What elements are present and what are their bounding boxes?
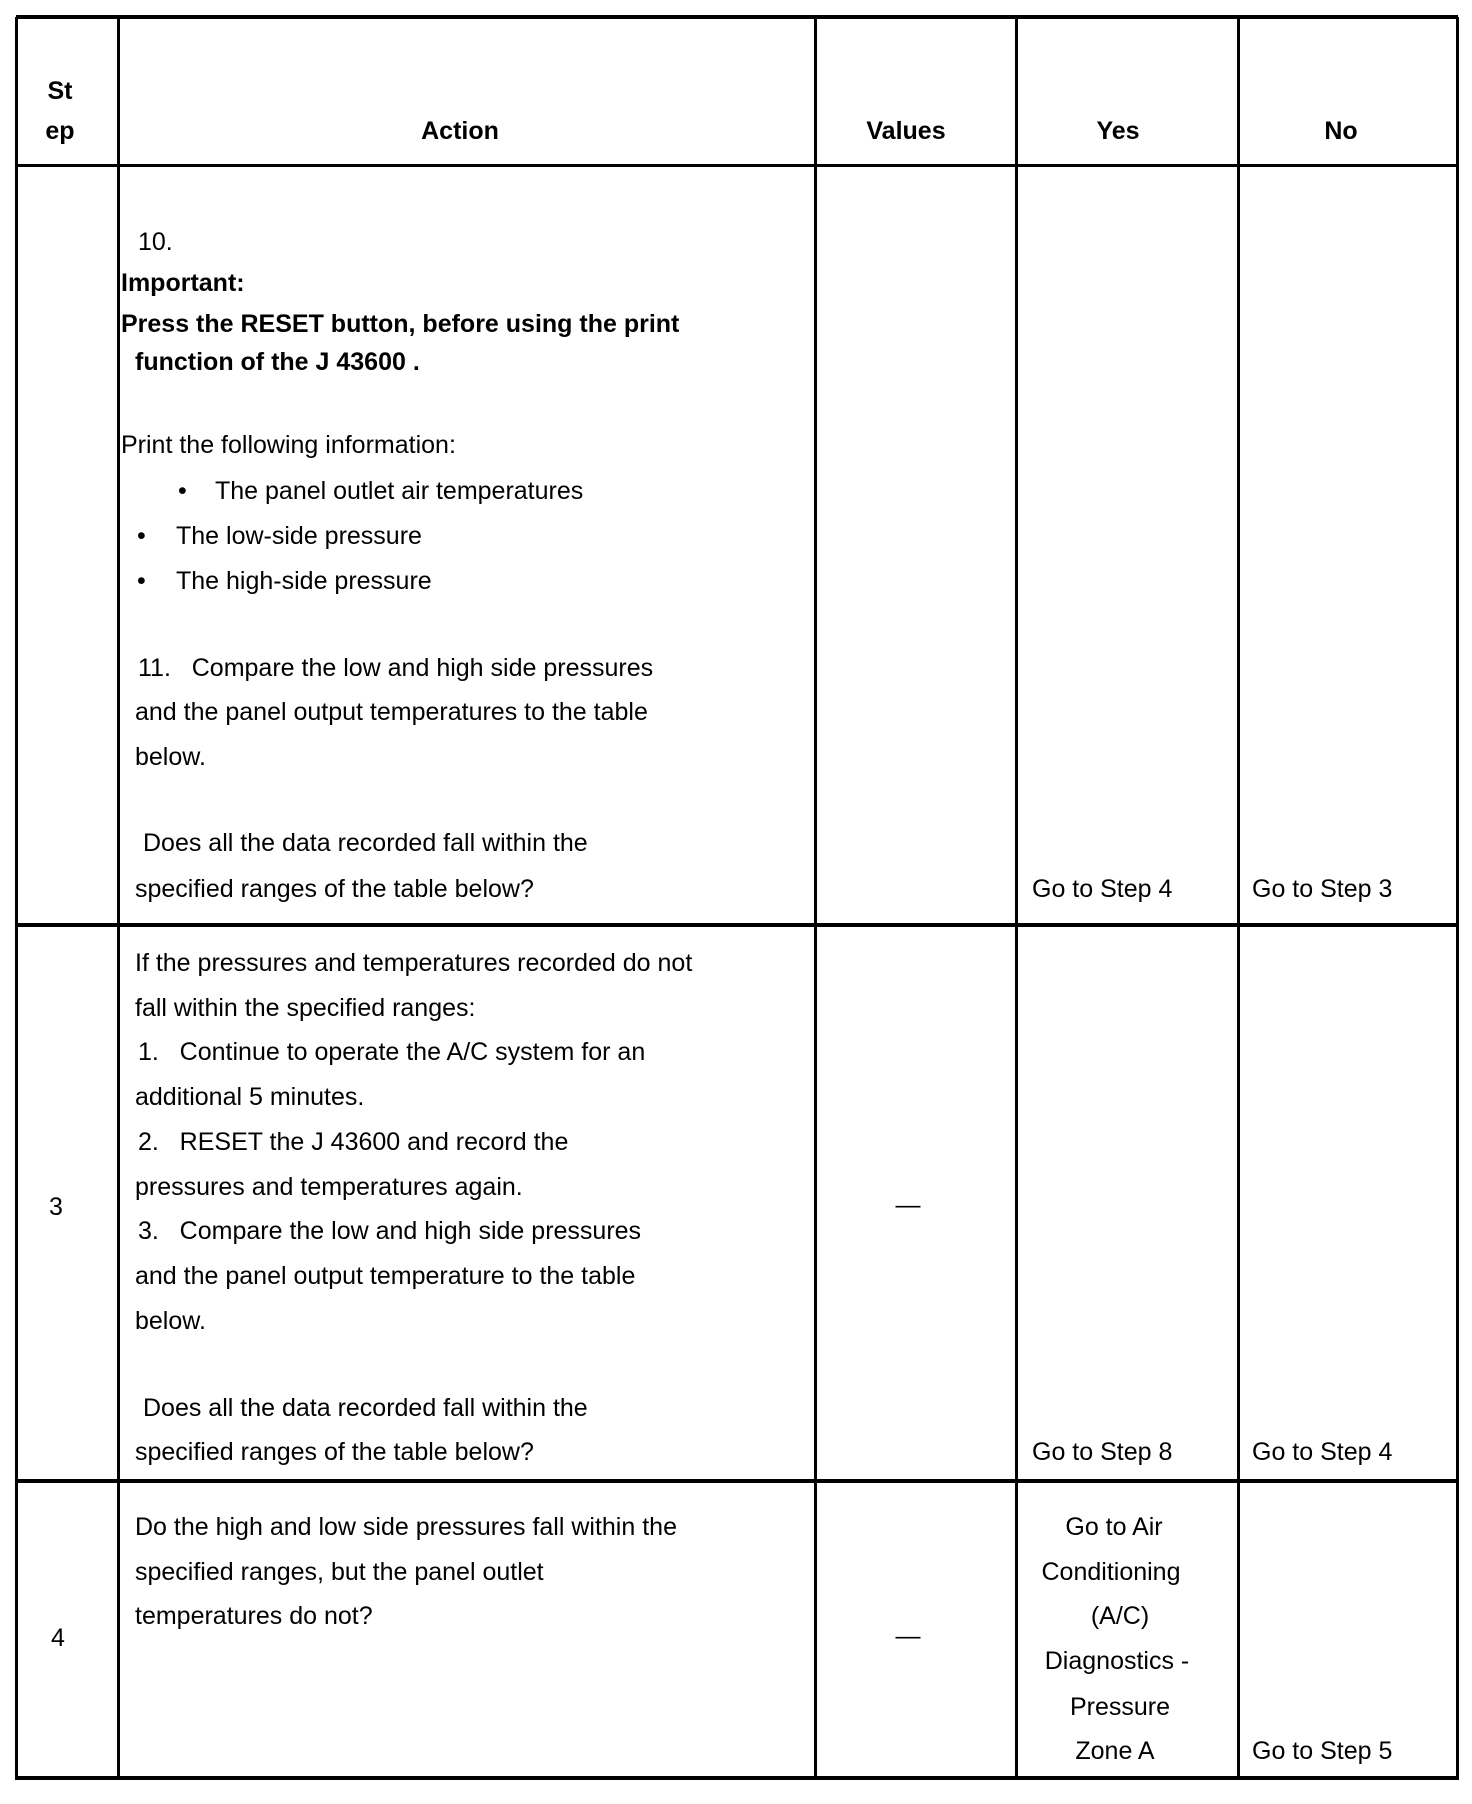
action-text: 2. RESET the J 43600 and record the <box>138 1128 569 1156</box>
bullet-icon: • <box>137 522 146 550</box>
bullet-icon: • <box>137 567 146 595</box>
action-text: and the panel output temperatures to the table <box>135 698 648 726</box>
important-text: function of the J 43600 . <box>135 348 420 376</box>
row-divider <box>16 1479 1458 1483</box>
question-text: specified ranges of the table below? <box>135 875 534 903</box>
header-divider <box>16 164 1458 167</box>
action-text: pressures and temperatures again. <box>135 1173 523 1201</box>
bullet-item: The low-side pressure <box>176 522 422 550</box>
no-link[interactable]: Go to Step 5 <box>1252 1737 1393 1765</box>
yes-link-line: Go to Air <box>1065 1513 1163 1541</box>
header-no: No <box>1324 117 1358 145</box>
yes-link-line: Pressure <box>1069 1693 1171 1721</box>
yes-link[interactable]: Go to Step 8 <box>1032 1438 1173 1466</box>
bullet-item: The panel outlet air temperatures <box>215 477 584 505</box>
action-text: and the panel output temperature to the table <box>135 1262 636 1290</box>
yes-link-line: (A/C) <box>1090 1602 1150 1630</box>
no-link[interactable]: Go to Step 3 <box>1252 875 1393 903</box>
action-text: below. <box>135 1307 206 1335</box>
action-text: 11. Compare the low and high side pressures <box>138 654 654 682</box>
question-text: Does all the data recorded fall within the <box>143 829 588 857</box>
yes-link-line: Diagnostics - <box>1044 1647 1190 1675</box>
yes-link-line: Zone A <box>1075 1737 1155 1765</box>
column-divider <box>15 17 18 1780</box>
action-text: below. <box>135 743 206 771</box>
column-divider <box>814 17 817 1780</box>
column-divider <box>117 17 120 1780</box>
yes-link[interactable]: Go to Step 4 <box>1032 875 1173 903</box>
column-divider <box>1237 17 1240 1780</box>
header-action: Action <box>421 117 499 145</box>
no-link[interactable]: Go to Step 4 <box>1252 1438 1393 1466</box>
important-text: Press the RESET button, before using the print <box>121 310 680 338</box>
action-text: Print the following information: <box>121 431 456 459</box>
row-divider <box>16 923 1458 927</box>
header-step: ep <box>45 117 75 145</box>
header-step: St <box>47 77 73 105</box>
action-text: temperatures do not? <box>135 1602 373 1630</box>
header-values: Values <box>866 117 946 145</box>
important-label: Important: <box>121 269 245 297</box>
yes-link-line: Conditioning <box>1041 1558 1181 1586</box>
question-text: Does all the data recorded fall within the <box>143 1394 588 1422</box>
action-item-number: 10. <box>138 228 173 256</box>
step-number: 3 <box>49 1193 63 1221</box>
action-text: 3. Compare the low and high side pressures <box>138 1217 642 1245</box>
table-border-top <box>16 15 1458 19</box>
action-text: If the pressures and temperatures recorded do not <box>135 949 693 977</box>
step-number: 4 <box>51 1624 65 1652</box>
bullet-item: The high-side pressure <box>176 567 432 595</box>
bullet-icon: • <box>178 477 187 505</box>
action-text: specified ranges, but the panel outlet <box>135 1558 544 1586</box>
values-dash: — <box>895 1622 921 1650</box>
header-yes: Yes <box>1096 117 1140 145</box>
action-text: 1. Continue to operate the A/C system for an <box>138 1038 646 1066</box>
action-text: additional 5 minutes. <box>135 1083 365 1111</box>
values-dash: — <box>895 1191 921 1219</box>
column-divider <box>1456 17 1459 1780</box>
table-border-bottom <box>16 1776 1458 1780</box>
action-text: fall within the specified ranges: <box>135 994 476 1022</box>
column-divider <box>1015 17 1018 1780</box>
question-text: specified ranges of the table below? <box>135 1438 534 1466</box>
action-text: Do the high and low side pressures fall within the <box>135 1513 677 1541</box>
